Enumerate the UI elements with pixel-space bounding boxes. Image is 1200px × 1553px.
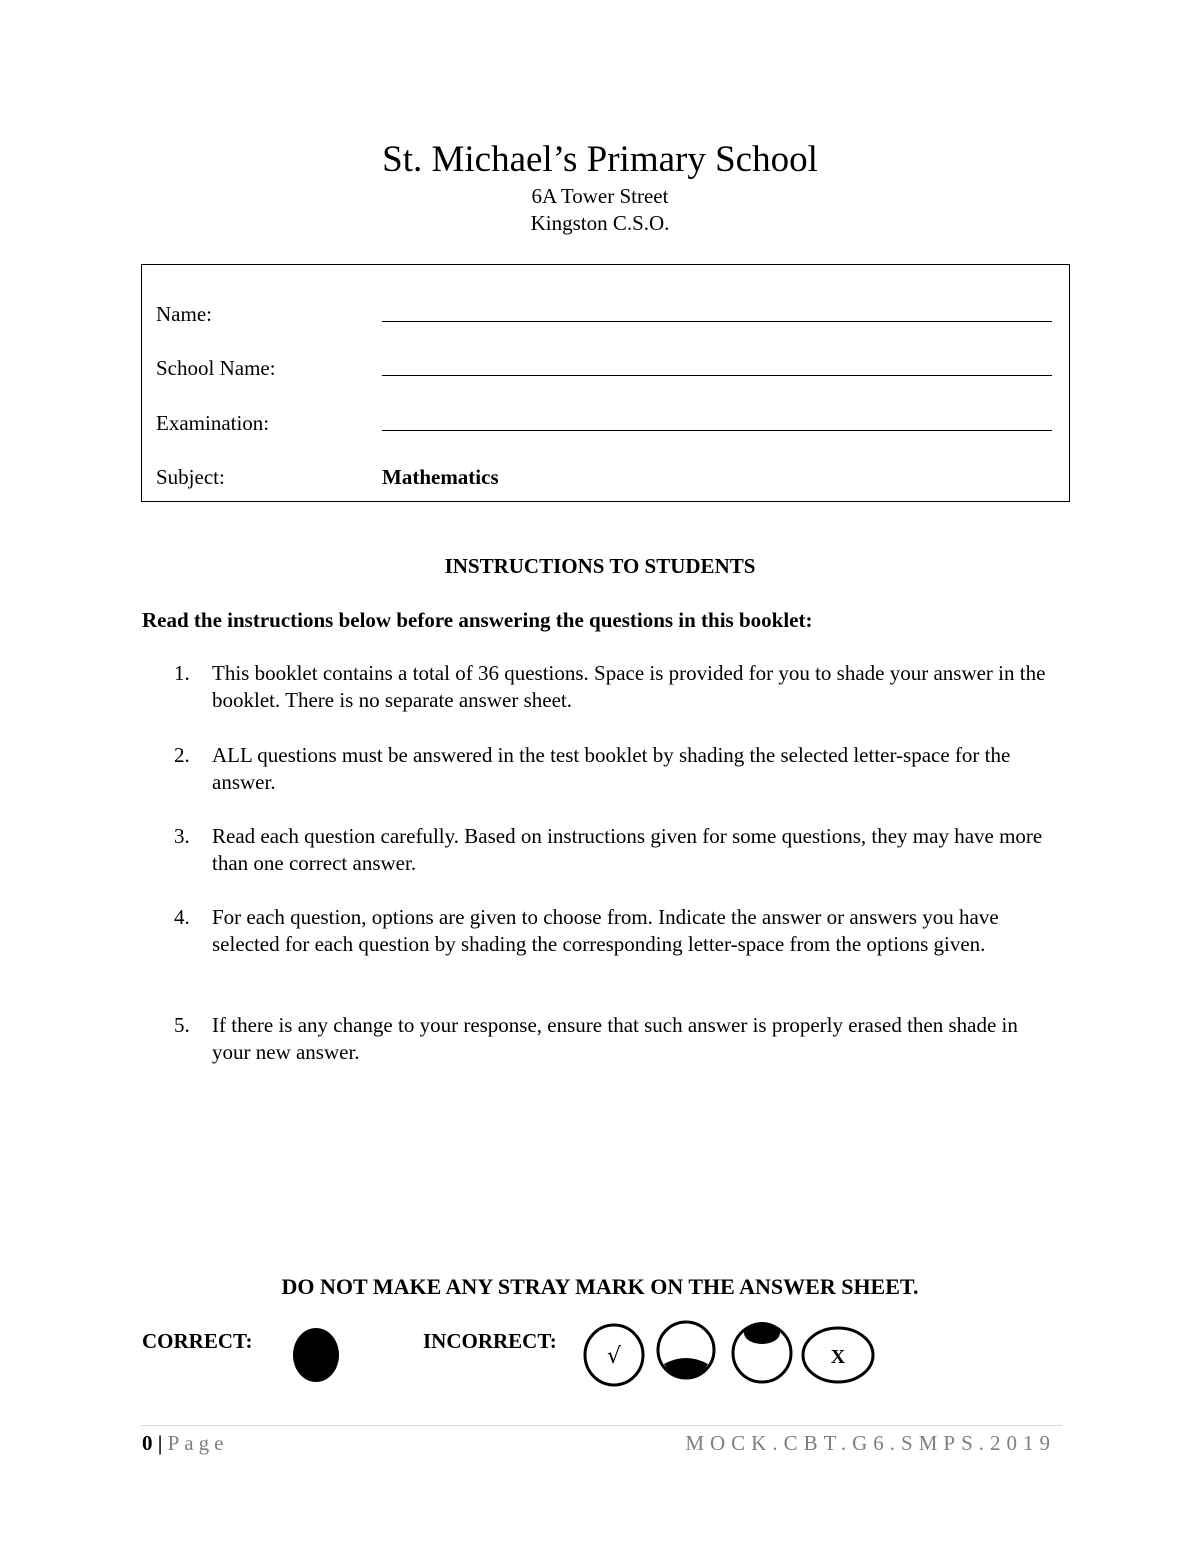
list-item-text: ALL questions must be answered in the test booklet by shading the selected letter-space for the answer. xyxy=(212,743,1011,794)
list-item-number: 1. xyxy=(174,661,190,685)
incorrect-check-bubble-icon xyxy=(585,1325,643,1385)
instructions-intro: Read the instructions below before answering the questions in this booklet: xyxy=(142,608,813,632)
student-info-box xyxy=(141,264,1070,502)
name-blank-line xyxy=(382,321,1052,322)
address-line-2: Kingston C.S.O. xyxy=(530,211,670,235)
incorrect-top-half-bubble-icon xyxy=(733,1322,791,1382)
page-number: 0 xyxy=(142,1431,153,1455)
list-item-text: If there is any change to your response, ensure that such answer is properly erased then shade in your new answer. xyxy=(212,1013,1018,1064)
subject-value: Mathematics xyxy=(382,465,499,489)
list-item-number: 5. xyxy=(174,1013,190,1037)
examination-row xyxy=(156,408,1052,438)
correct-label: CORRECT: xyxy=(142,1329,253,1353)
correct-filled-bubble-icon xyxy=(293,1328,339,1382)
instructions-title: INSTRUCTIONS TO STUDENTS xyxy=(444,554,756,578)
school-name-blank-line xyxy=(382,375,1052,376)
examination-label: Examination: xyxy=(156,411,270,435)
subject-label: Subject: xyxy=(156,465,225,489)
list-item-number: 3. xyxy=(174,824,190,848)
list-item-text: This booklet contains a total of 36 questions. Space is provided for you to shade your answer in the booklet. There is no separate answer sheet. xyxy=(212,661,1046,712)
list-item-text: For each question, options are given to choose from. Indicate the answer or answers you have selected for each question by shading the corresponding letter-space from the options given. xyxy=(212,905,999,956)
page-number-footer xyxy=(142,1430,228,1456)
incorrect-x-bubble-icon xyxy=(803,1328,873,1382)
school-name-row xyxy=(156,353,1052,383)
address-line-1: 6A Tower Street xyxy=(531,184,669,208)
name-row xyxy=(156,299,1052,329)
incorrect-label: INCORRECT: xyxy=(423,1329,557,1353)
document-code: MOCK.CBT.G6.SMPS.2019 xyxy=(685,1431,1056,1455)
page-word: Page xyxy=(167,1431,229,1455)
examination-blank-line xyxy=(382,430,1052,431)
subject-row xyxy=(156,462,1052,492)
incorrect-bottom-half-bubble-icon xyxy=(658,1322,714,1378)
list-item-text: Read each question carefully. Based on instructions given for some questions, they may have more than one correct answer. xyxy=(212,824,1043,875)
x-mark-icon: X xyxy=(830,1346,846,1368)
stray-mark-warning: DO NOT MAKE ANY STRAY MARK ON THE ANSWER SHEET. xyxy=(281,1274,919,1299)
footer-divider xyxy=(141,1425,1062,1426)
check-mark-icon: √ xyxy=(606,1344,622,1369)
list-item-number: 2. xyxy=(174,743,190,767)
page-separator: | xyxy=(157,1431,163,1455)
list-item-number: 4. xyxy=(174,905,190,929)
school-name-label: School Name: xyxy=(156,356,276,380)
name-label: Name: xyxy=(156,302,212,326)
school-name: St. Michael’s Primary School xyxy=(382,139,818,180)
